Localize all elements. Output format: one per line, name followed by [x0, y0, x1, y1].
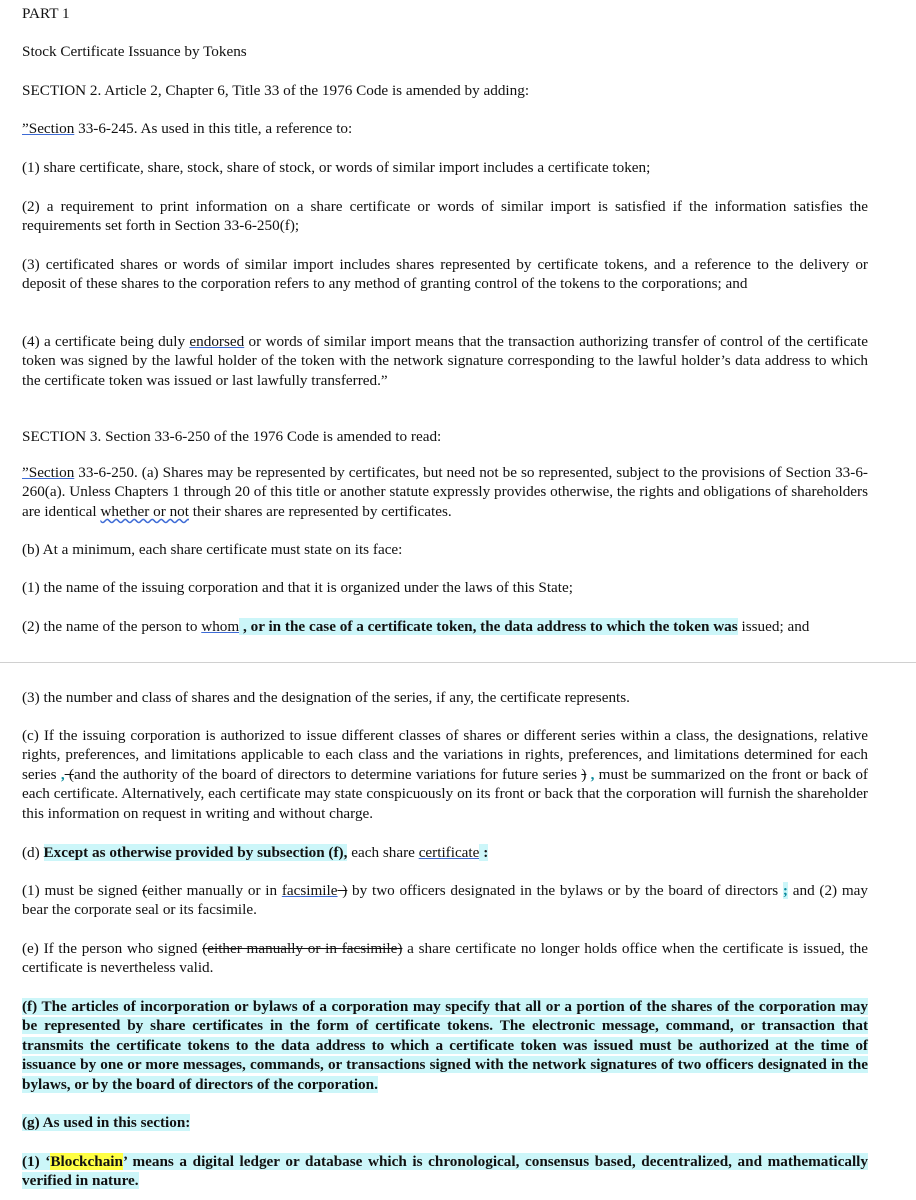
section3-g1 [22, 1152, 868, 1191]
section2-intro: SECTION 2. Article 2, Chapter 6, Title 33 of the 1976 Code is amended by adding: [22, 82, 530, 99]
section3-e: (e) If the person who signed (either manually or in facsimile) a share certificate no longer holds office when the certificate is issued, the certificate is nevertheless valid. [22, 940, 868, 977]
whether-or-not-phrase: whether or not [100, 502, 189, 520]
section3-b3: (3) the number and class of shares and the designation of the series, if any, the certificate represents. [22, 689, 630, 706]
inserted-text: (1) ‘Blockchain’ means a digital ledger or database which is chronological, consensus based, decentralized, and mathematically verified in nature. [22, 1153, 868, 1190]
section3-f [22, 997, 868, 1094]
certificate-word: certificate [418, 844, 480, 861]
endorsed-word: endorsed [189, 333, 245, 350]
section2-item4: (4) a certificate being duly endorsed or words of similar import means that the transaction authorizing transfer of control of the certificate token was signed by the lawful holder of the token with the network signature corresponding to the lawful holder’s data address to which the certificate token was issued or last lawfully transferred.” [22, 333, 868, 389]
section3-c: (c) If the issuing corporation is authorized to issue different classes of shares or different series within a class, the designations, relative rights, preferences, and limitations applicable to each class and the variations in rights, preferences, and limitations determined for each series , (and the authority of the board of directors to determine variations for future series ) , must be summarized on the front or back of each certificate. Alternatively, each certificate may state conspicuously on its front or back that the corporation will furnish the shareholder this information on request in writing and without charge. [22, 727, 868, 822]
section2-lead: ”Section 33-6-245. As used in this title, a reference to: [22, 120, 353, 137]
section3-g [22, 1113, 868, 1132]
document-heading: Stock Certificate Issuance by Tokens [22, 43, 247, 60]
inserted-text: (g) As used in this section: [22, 1114, 191, 1131]
inserted-text: or in the case of a certificate token, the data address to which the token was [246, 618, 738, 635]
section3-b2: (2) the name of the person to whom , or in the case of a certificate token, the data address to which the token was issued; and [22, 618, 810, 635]
section2-item2: (2) a requirement to print information on a share certificate or words of similar import is satisfied if the information satisfies the requirements set forth in Section 33-6-250(f); [22, 198, 868, 235]
section3-d: (d) Except as otherwise provided by subsection (f), each share certificate : [22, 844, 489, 861]
inserted-text: Except as otherwise provided by subsection (f), [43, 844, 348, 861]
inserted-comma: , [239, 618, 247, 635]
section3-a: ”Section 33-6-250. (a) Shares may be represented by certificates, but need not be so represented, subject to the provisions of Section 33-6-260(a). Unless Chapters 1 through 20 of this title or another statute expressly provides otherwise, the rights and obligations of shareholders are identical whether or not their shares are represented by certificates. [22, 464, 868, 520]
section2-item1: (1) share certificate, share, stock, share of stock, or words of similar import includes a certificate token; [22, 159, 651, 176]
facsimile-word: facsimile [281, 882, 338, 899]
section-word: ”Section [22, 120, 75, 137]
inserted-text: (f) The articles of incorporation or bylaws of a corporation may specify that all or a portion of the shares of the corporation may be represented by share certificates in the form of certificate tokens. The electronic message, command, or transaction that transmits the certificate tokens to the data address to which a certificate token was issued must be authorized at the time of issuance by one or more messages, commands, or transactions signed with the network signatures of two officers designated in the bylaws, or by the board of directors of the corporation. [22, 998, 868, 1093]
whom-word: whom [201, 618, 240, 635]
section2-item3: (3) certificated shares or words of similar import includes shares represented by certificate tokens, and a reference to the delivery or deposit of these shares to the corporation refers to any method of granting control of the tokens to the corporations; and [22, 256, 868, 293]
section3-b1: (1) the name of the issuing corporation and that it is organized under the laws of this State; [22, 579, 573, 596]
section3-b: (b) At a minimum, each share certificate must state on its face: [22, 541, 403, 558]
section-word: ”Section [22, 464, 75, 481]
document-page-2 [0, 663, 916, 1200]
blockchain-term: Blockchain [50, 1153, 123, 1170]
section3-d1: (1) must be signed (either manually or in facsimile ) by two officers designated in the bylaws or by the board of directors ; and (2) may bear the corporate seal or its facsimile. [22, 882, 869, 919]
struck-text: (either manually or in facsimile) [202, 940, 403, 957]
section3-intro: SECTION 3. Section 33-6-250 of the 1976 Code is amended to read: [22, 428, 442, 445]
part-label: PART 1 [22, 5, 70, 22]
